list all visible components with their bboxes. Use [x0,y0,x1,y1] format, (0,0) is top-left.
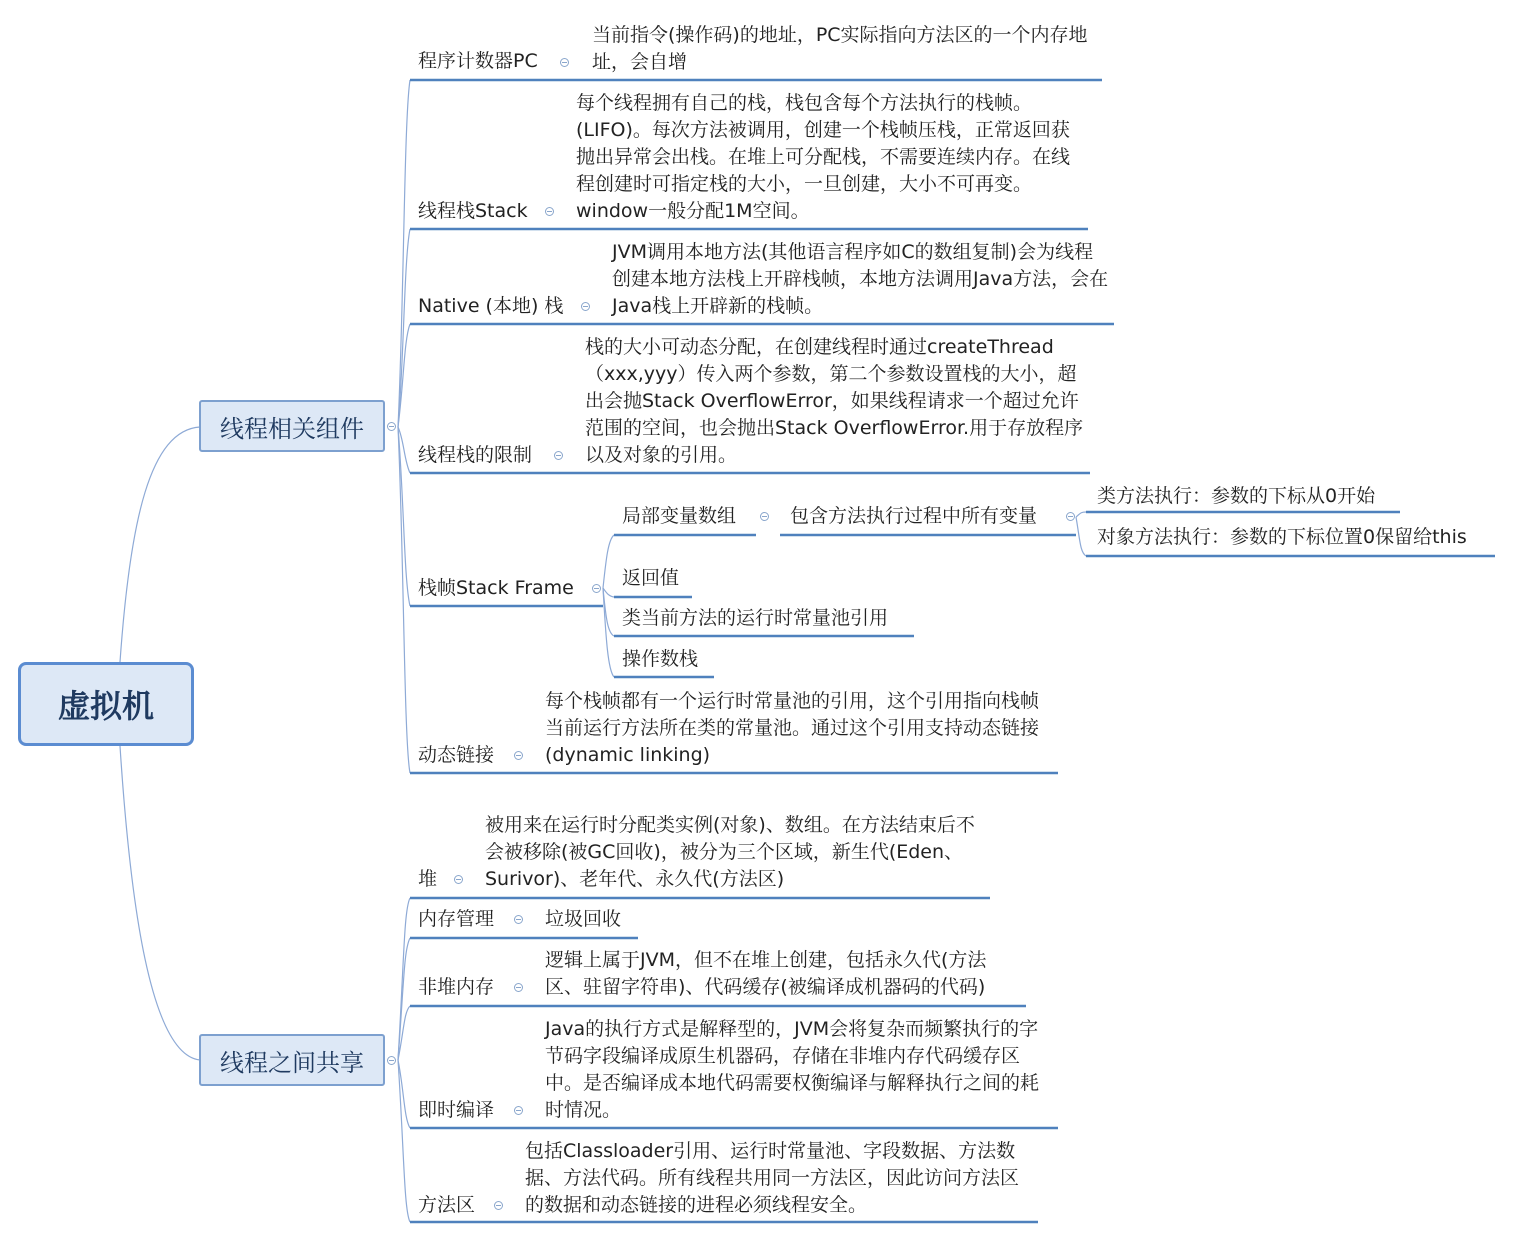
node-heap-label[interactable]: 堆 [418,868,438,890]
node-method-area-text: 包括Classloader引用、运行时常量池、字段数据、方法数据、方法代码。所有线程共用同一方法区，因此访问方法区的数据和动态链接的进程必须线程安全。 [525,1140,1020,1216]
collapse-icon[interactable] [514,751,523,760]
collapse-icon[interactable] [514,915,523,924]
node-native-text: JVM调用本地方法(其他语言程序如C的数组复制)会为线程创建本地方法栈上开辟栈帧，本地方法调用Java方法，会在Java栈上开辟新的栈帧。 [612,241,1109,317]
node-dynamic-link-label[interactable]: 动态链接 [418,744,495,766]
node-pc-text: 当前指令(操作码)的地址，PC实际指向方法区的一个内存地址，会自增 [592,24,1088,73]
collapse-icon[interactable] [514,1106,523,1115]
node-stack-text: 每个线程拥有自己的栈，栈包含每个方法执行的栈帧。(LIFO)。每次方法被调用，创建一个栈帧压栈，正常返回获抛出异常会出栈。在堆上可分配栈，不需要连续内存。在线程创建时可指定栈的大小，一旦创建，大小不可再变。window一般分配1M空间。 [576,92,1071,222]
node-object-method-item[interactable]: 对象方法执行：参数的下标位置0保留给this [1097,526,1467,548]
collapse-icon[interactable] [387,1056,396,1065]
node-class-method-item[interactable]: 类方法执行：参数的下标从0开始 [1097,485,1376,507]
node-return-value[interactable]: 返回值 [622,567,680,589]
collapse-icon[interactable] [554,451,563,460]
collapse-icon[interactable] [760,512,769,521]
node-operand-stack[interactable]: 操作数栈 [622,648,699,670]
root-node[interactable]: 虚拟机 [18,662,194,746]
collapse-icon[interactable] [560,58,569,67]
node-native-label[interactable]: Native (本地) 栈 [418,295,564,317]
node-jit-label[interactable]: 即时编译 [418,1099,495,1121]
node-jit-text: Java的执行方式是解释型的，JVM会将复杂而频繁执行的字节码字段编译成原生机器码，存储在非堆内存代码缓存区中。是否编译成本地代码需要权衡编译与解释执行之间的耗时情况。 [545,1018,1040,1121]
node-nonheap-text: 逻辑上属于JVM，但不在堆上创建，包括永久代(方法区、驻留字符串)、代码缓存(被编译成机器码的代码) [545,949,987,998]
collapse-icon[interactable] [581,302,590,311]
node-nonheap-label[interactable]: 非堆内存 [418,976,495,998]
collapse-icon[interactable] [387,422,396,431]
node-constant-pool-ref[interactable]: 类当前方法的运行时常量池引用 [622,607,889,629]
node-stack-label[interactable]: 线程栈Stack [418,200,528,222]
node-method-area-label[interactable]: 方法区 [418,1194,476,1216]
node-memory-mgmt-label[interactable]: 内存管理 [418,908,495,930]
collapse-icon[interactable] [454,875,463,884]
branch-shared[interactable]: 线程之间共享 [199,1034,385,1086]
node-stack-limit-label[interactable]: 线程栈的限制 [418,444,533,466]
branch-thread-components[interactable]: 线程相关组件 [199,400,385,452]
collapse-icon[interactable] [494,1201,503,1210]
node-local-vars-label[interactable]: 局部变量数组 [622,505,737,527]
node-memory-mgmt-text[interactable]: 垃圾回收 [545,908,622,930]
node-stack-limit-text: 栈的大小可动态分配，在创建线程时通过createThread（xxx,yyy）传入两个参数，第二个参数设置栈的大小，超出会抛Stack OverflowError，如果线程请求一个超过允许范围的空间，也会抛出Stack OverflowError.用于存放程序以及对象的引用。 [585,336,1084,466]
node-pc-label[interactable]: 程序计数器PC [418,50,538,72]
collapse-icon[interactable] [545,207,554,216]
node-heap-text: 被用来在运行时分配类实例(对象)、数组。在方法结束后不会被移除(被GC回收)，被分为三个区域，新生代(Eden、Surivor)、老年代、永久代(方法区) [485,814,975,890]
node-stack-frame-label[interactable]: 栈帧Stack Frame [418,577,574,599]
collapse-icon[interactable] [592,584,601,593]
collapse-icon[interactable] [514,983,523,992]
node-dynamic-link-text: 每个栈帧都有一个运行时常量池的引用，这个引用指向栈帧当前运行方法所在类的常量池。通过这个引用支持动态链接(dynamic linking) [545,690,1040,766]
collapse-icon[interactable] [1066,512,1075,521]
node-local-vars-sub[interactable]: 包含方法执行过程中所有变量 [790,505,1038,527]
